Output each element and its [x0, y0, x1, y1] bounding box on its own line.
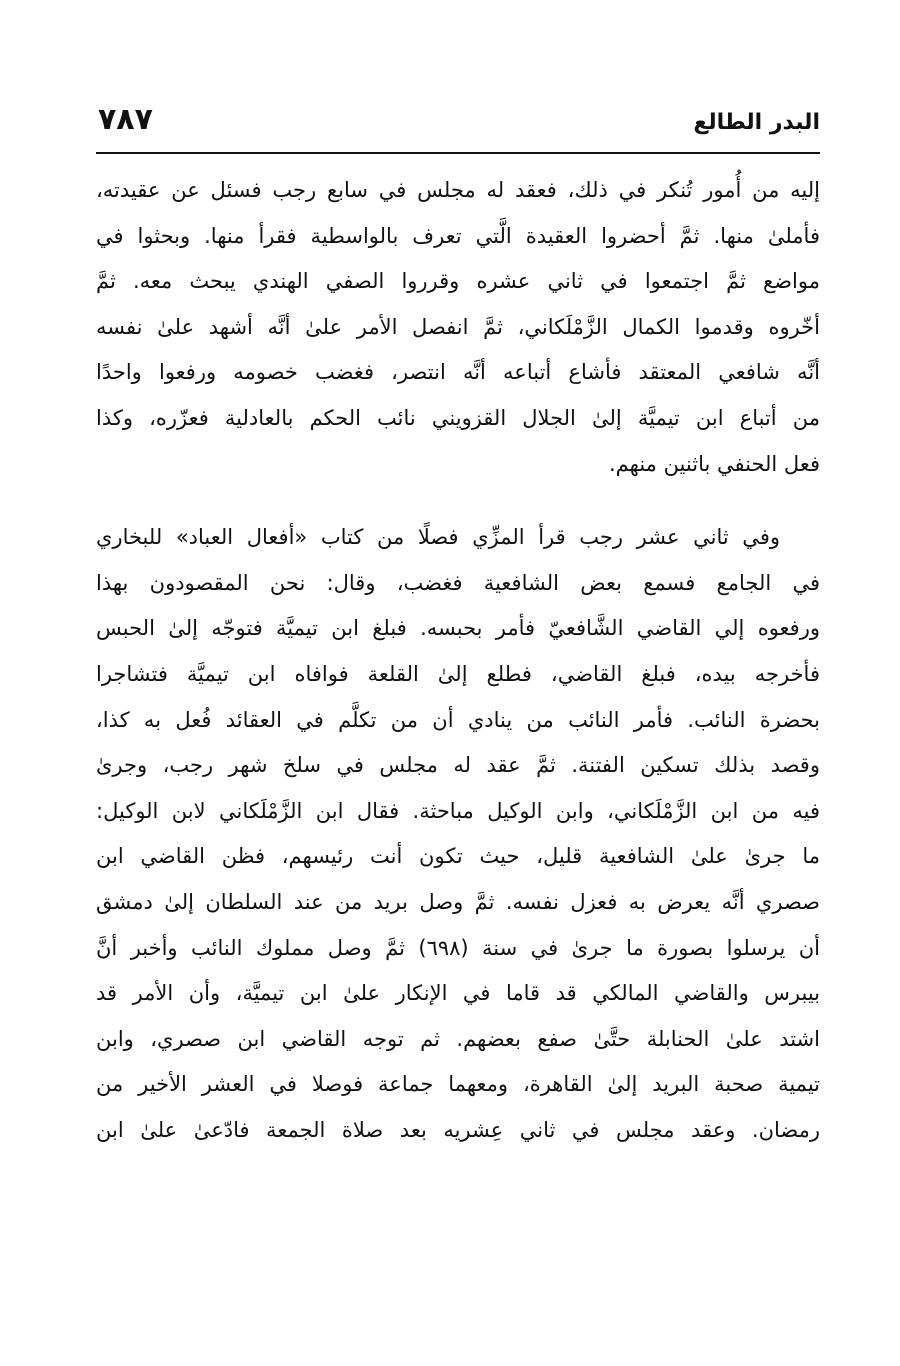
paragraph-2 — [96, 515, 820, 1153]
text-line: وقصد بذلك تسكين الفتنة. ثمَّ عقد له مجلس في سلخ شهر رجب، وجرىٰ — [96, 753, 820, 778]
paragraph-1 — [96, 168, 820, 487]
text-line: رمضان. وعقد مجلس في ثاني عِشريه بعد صلاة الجمعة فادّعىٰ علىٰ ابن — [96, 1117, 820, 1142]
text-line: ما جرىٰ علىٰ الشافعية قليل، حيث تكون أنت رئيسهم، فظن القاضي ابن — [96, 844, 820, 869]
text-line: فأملىٰ منها. ثمَّ أحضروا العقيدة الَّتي تعرف بالواسطية فقرأ منها. وبحثوا في — [96, 223, 820, 248]
page-header — [96, 100, 820, 146]
text-line: فعل الحنفي باثنين منهم. — [608, 451, 820, 476]
page-number: ٧٨٧ — [98, 102, 153, 137]
text-line: فيه من ابن الزَّمْلَكاني، وابن الوكيل مباحثة. فقال ابن الزَّمْلَكاني لابن الوكيل: — [96, 798, 820, 823]
paragraph-gap — [96, 487, 820, 515]
text-line: إليه من أُمور تُنكر في ذلك، فعقد له مجلس في سابع رجب فسئل عن عقيدته، — [96, 178, 820, 202]
text-line: في الجامع فسمع بعض الشافعية فغضب، وقال: نحن المقصودون بهذا — [96, 570, 820, 595]
text-line: بحضرة النائب. فأمر النائب من ينادي أن من تكلَّم في العقائد فُعل به كذا، — [96, 707, 820, 732]
text-line: ورفعوه إلي القاضي الشَّافعيّ فأمر بحبسه. فبلغ ابن تيميَّة فتوجّه إلىٰ الحبس — [96, 616, 820, 641]
text-line: اشتد علىٰ الحنابلة حتَّىٰ صفع بعضهم. ثم توجه القاضي ابن صصري، وابن — [96, 1026, 820, 1051]
text-line: أنَّه شافعي المعتقد فأشاع أتباعه أنَّه انتصر، فغضب خصومه ورفعوا واحدًا — [96, 360, 820, 385]
text-line: أخّروه وقدموا الكمال الزَّمْلَكاني، ثمَّ انفصل الأمر علىٰ أنَّه أشهد علىٰ نفسه — [96, 314, 820, 339]
text-line: بيبرس والقاضي المالكي قد قاما في الإنكار علىٰ ابن تيميَّة، وأن الأمر قد — [96, 981, 820, 1006]
text-line: تيمية صحبة البريد إلىٰ القاهرة، ومعهما جماعة فوصلا في العشر الأخير من — [96, 1072, 820, 1097]
text-line: صصري أنَّه يعرض به فعزل نفسه. ثمَّ وصل بريد من عند السلطان إلىٰ دمشق — [96, 889, 820, 914]
header-rule — [96, 152, 820, 154]
text-line: فأخرجه بيده، فبلغ القاضي، فطلع إلىٰ القلعة فوافاه ابن تيميَّة فتشاجرا — [96, 661, 820, 686]
text-line: أن يرسلوا بصورة ما جرىٰ في سنة (٦٩٨) ثمَّ وصل مملوك النائب وأخبر أنَّ — [96, 935, 820, 960]
text-line: وفي ثاني عشر رجب قرأ المزِّي فصلًا من كتاب «أفعال العباد» للبخاري — [96, 525, 780, 550]
text-line: مواضع ثمَّ اجتمعوا في ثاني عشره وقرروا الصفي الهندي يبحث معه. ثمَّ — [96, 269, 820, 294]
text-line: من أتباع ابن تيميَّة إلىٰ الجلال القزويني نائب الحكم بالعادلية فعزّره، وكذا — [96, 405, 820, 430]
body-text — [96, 168, 820, 1153]
running-title: البدر الطالع — [693, 110, 820, 135]
